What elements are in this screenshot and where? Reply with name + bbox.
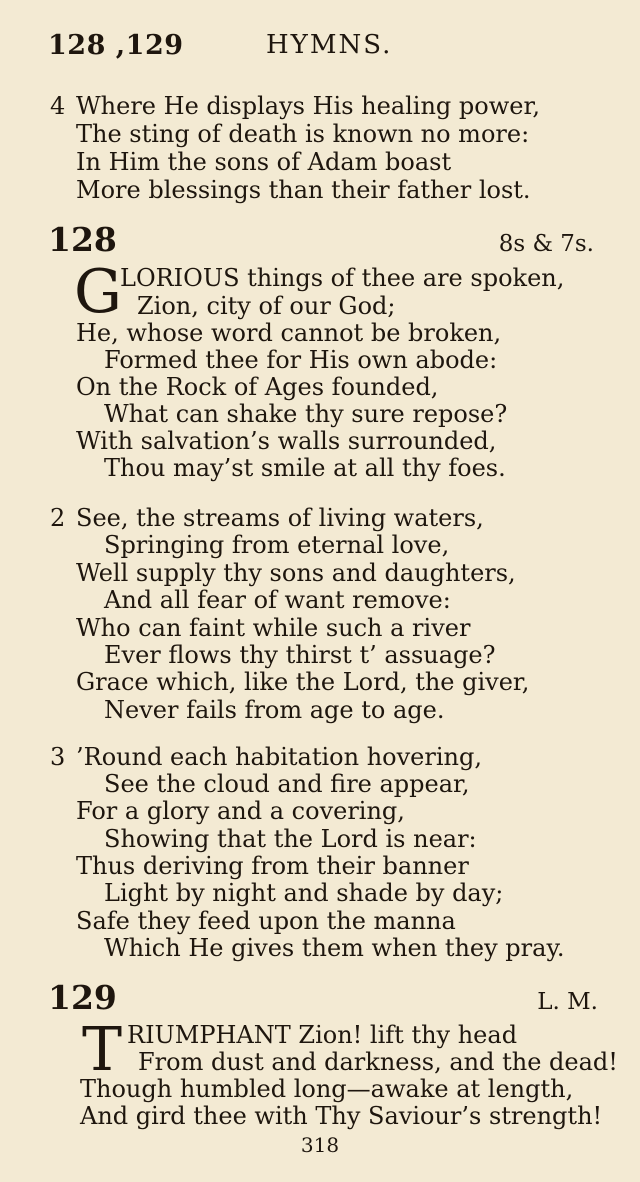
verse-line: The sting of death is known no more: [76, 120, 530, 148]
stanza-number: 3 [50, 743, 66, 771]
verse-line: Zion, city of our God; [137, 292, 396, 320]
verse-line: RIUMPHANT Zion! lift thy head [127, 1021, 518, 1049]
verse-line: Thus deriving from their banner [76, 852, 469, 880]
verse-line: Formed thee for His own abode: [104, 346, 498, 374]
verse-line: Ever flows thy thirst t’ assuage? [104, 641, 496, 669]
stanza-number: 2 [50, 504, 66, 532]
hymn-number: 129 [48, 978, 117, 1017]
verse-line: LORIOUS things of thee are spoken, [120, 264, 565, 292]
header-page-numbers: 128 ,129 [48, 30, 184, 61]
verse-line: Which He gives them when they pray. [104, 934, 565, 962]
verse-line: Grace which, like the Lord, the giver, [76, 668, 530, 696]
verse-line: With salvation’s walls surrounded, [76, 427, 497, 455]
hymn-number: 128 [48, 220, 117, 259]
running-header [48, 30, 600, 70]
hymn-meter: 8s & 7s. [498, 231, 594, 257]
verse-line: ’Round each habitation hovering, [76, 743, 482, 771]
verse-line: Well supply thy sons and daughters, [76, 559, 516, 587]
header-title: HYMNS. [266, 30, 393, 60]
hymn-meter: L. M. [537, 989, 598, 1015]
verse-line: Where He displays His healing power, [76, 92, 540, 120]
verse-line: From dust and darkness, and the dead! [138, 1048, 618, 1076]
drop-cap: T [82, 1015, 123, 1085]
verse-line: Showing that the Lord is near: [104, 825, 477, 853]
verse-line: And gird thee with Thy Saviour’s strength! [80, 1102, 603, 1130]
verse-line: Light by night and shade by day; [104, 879, 504, 907]
verse-line: Never fails from age to age. [104, 696, 445, 724]
verse-line: Springing from eternal love, [104, 531, 450, 559]
verse-line: Though humbled long—awake at length, [80, 1075, 574, 1103]
verse-line: Who can faint while such a river [76, 614, 471, 642]
verse-line: For a glory and a covering, [76, 797, 405, 825]
verse-line: Thou may’st smile at all thy foes. [104, 454, 506, 482]
verse-line: Safe they feed upon the manna [76, 907, 456, 935]
drop-cap: G [74, 257, 122, 327]
verse-line: He, whose word cannot be broken, [76, 319, 502, 347]
page-folio: 318 [300, 1133, 340, 1157]
verse-line: See the cloud and fire appear, [104, 770, 470, 798]
verse-line: In Him the sons of Adam boast [76, 148, 452, 176]
verse-line: And all fear of want remove: [104, 586, 451, 614]
stanza-number: 4 [50, 92, 66, 120]
verse-line: On the Rock of Ages founded, [76, 373, 439, 401]
verse-line: See, the streams of living waters, [76, 504, 484, 532]
verse-line: What can shake thy sure repose? [104, 400, 508, 428]
verse-line: More blessings than their father lost. [76, 176, 531, 204]
